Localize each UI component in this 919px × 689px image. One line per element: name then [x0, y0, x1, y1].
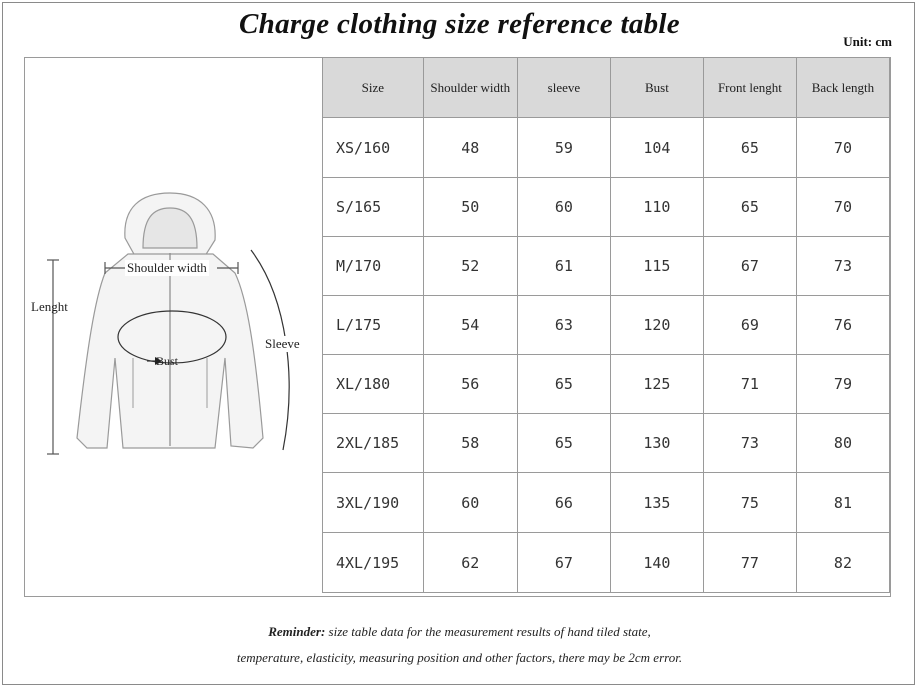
front-length-cell: 69 [703, 296, 796, 355]
size-cell: L/175 [323, 296, 424, 355]
front-length-cell: 71 [703, 355, 796, 414]
table-row [323, 473, 890, 533]
shoulder-cell: 54 [423, 296, 517, 355]
front-length-cell: 75 [703, 473, 796, 533]
table-row [323, 533, 890, 593]
size-cell: 2XL/185 [323, 414, 424, 473]
page-title: Charge clothing size reference table [239, 8, 680, 40]
table-row [323, 296, 890, 355]
size-table [322, 57, 890, 593]
size-panel [24, 57, 891, 597]
bust-cell: 104 [610, 118, 703, 178]
size-cell: 3XL/190 [323, 473, 424, 533]
table-row [323, 178, 890, 237]
sleeve-cell: 65 [517, 414, 610, 473]
sleeve-cell: 59 [517, 118, 610, 178]
table-row [323, 118, 890, 178]
front-length-cell: 67 [703, 237, 796, 296]
back-length-cell: 76 [796, 296, 889, 355]
header-sleeve: sleeve [517, 58, 610, 118]
front-length-cell: 73 [703, 414, 796, 473]
back-length-cell: 73 [796, 237, 889, 296]
shoulder-cell: 52 [423, 237, 517, 296]
table-row [323, 414, 890, 473]
shoulder-cell: 58 [423, 414, 517, 473]
length-label: Lenght [31, 299, 68, 314]
bust-cell: 140 [610, 533, 703, 593]
front-length-cell: 65 [703, 178, 796, 237]
sleeve-cell: 60 [517, 178, 610, 237]
bust-cell: 115 [610, 237, 703, 296]
table-header-row [323, 58, 890, 118]
table-row [323, 237, 890, 296]
shoulder-cell: 48 [423, 118, 517, 178]
table-row [323, 355, 890, 414]
size-cell: 4XL/195 [323, 533, 424, 593]
back-length-cell: 81 [796, 473, 889, 533]
shoulder-cell: 60 [423, 473, 517, 533]
unit-label: Unit: cm [843, 34, 892, 49]
bust-cell: 125 [610, 355, 703, 414]
sleeve-cell: 63 [517, 296, 610, 355]
reminder-line-1 [0, 624, 919, 640]
back-length-cell: 82 [796, 533, 889, 593]
shoulder-cell: 62 [423, 533, 517, 593]
back-length-cell: 79 [796, 355, 889, 414]
sleeve-cell: 66 [517, 473, 610, 533]
sleeve-cell: 65 [517, 355, 610, 414]
header-back-length: Back length [796, 58, 889, 118]
reminder-text-1: size table data for the measurement results of hand tiled state, [325, 624, 651, 639]
jacket-illustration [25, 58, 322, 596]
header-shoulder-width: Shoulder width [423, 58, 517, 118]
back-length-cell: 80 [796, 414, 889, 473]
shoulder-width-label: Shoulder width [127, 260, 207, 275]
sleeve-cell: 67 [517, 533, 610, 593]
header-size: Size [323, 58, 424, 118]
header-bust: Bust [610, 58, 703, 118]
size-cell: M/170 [323, 237, 424, 296]
shoulder-cell: 50 [423, 178, 517, 237]
bust-label: Bust [156, 354, 179, 368]
reminder-line-2: temperature, elasticity, measuring position and other factors, there may be 2cm error. [236, 650, 683, 665]
header-front-length: Front lenght [703, 58, 796, 118]
size-cell: XS/160 [323, 118, 424, 178]
bust-cell: 120 [610, 296, 703, 355]
jacket-drawing [25, 58, 322, 596]
bust-cell: 135 [610, 473, 703, 533]
shoulder-cell: 56 [423, 355, 517, 414]
front-length-cell: 77 [703, 533, 796, 593]
size-cell: XL/180 [323, 355, 424, 414]
bust-cell: 110 [610, 178, 703, 237]
bust-cell: 130 [610, 414, 703, 473]
back-length-cell: 70 [796, 178, 889, 237]
sleeve-label: Sleeve [265, 336, 300, 351]
sleeve-cell: 61 [517, 237, 610, 296]
front-length-cell: 65 [703, 118, 796, 178]
size-cell: S/165 [323, 178, 424, 237]
back-length-cell: 70 [796, 118, 889, 178]
reminder-label: Reminder: [268, 624, 326, 639]
